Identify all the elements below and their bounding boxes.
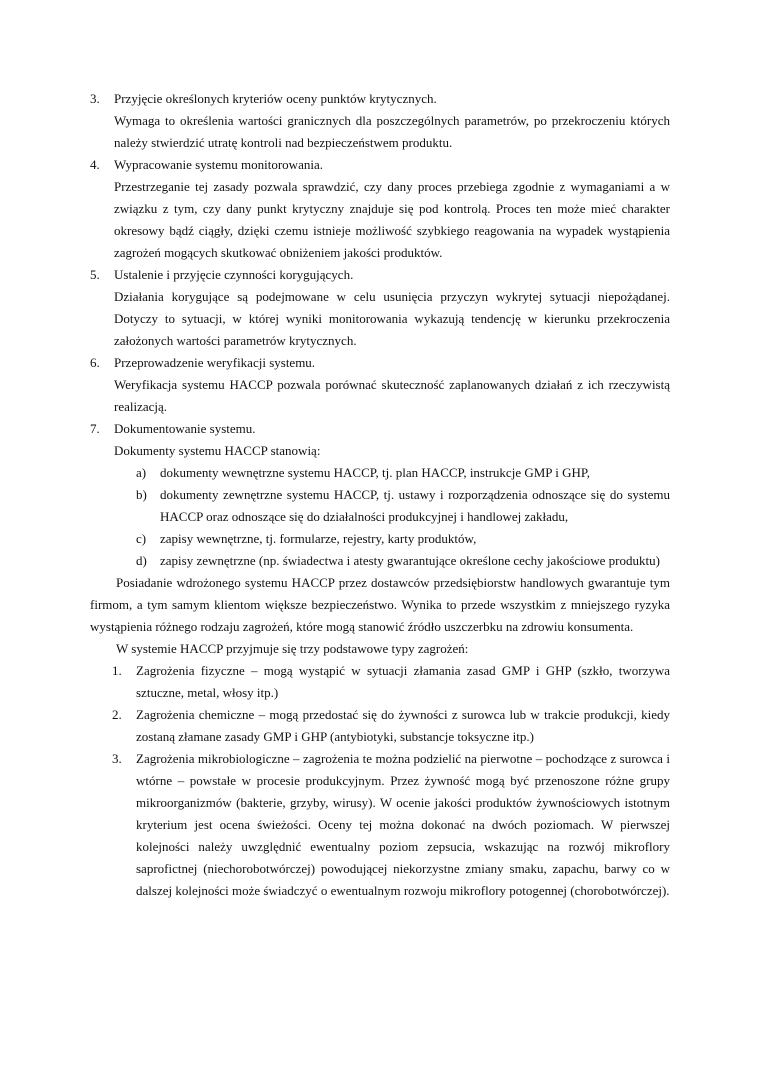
step-title: Wypracowanie systemu monitorowania. (114, 157, 323, 172)
hazards-intro: W systemie HACCP przyjmuje się trzy podstawowe typy zagrożeń: (116, 641, 469, 656)
step-text: Działania korygujące są podejmowane w celu usunięcia przyczyn wykrytej sytuacji niepożądanej. Dotyczy to sytuacji, w której wyniki monitorowania wykazują tendencję w kierunku przekroczenia założonych wartości parametrów krytycznych. (114, 289, 670, 348)
hazard-text: Zagrożenia mikrobiologiczne – zagrożenia te można podzielić na pierwotne – pochodzące z surowca i wtórne – powstałe w procesie produkcyjnym. Przez żywność mogą być przenoszone różne grupy mikroorganizmów (bakterie, grzyby, wirusy). W ocenie jakości produktów żywnościowych istotnym kryterium jest ocena świeżości. Oceny tej można dokonać na dwóch poziomach. W pierwszej kolejności należy uwzględnić ewentualny poziom zepsucia, wskazując na rozwój mikroflory saprofictnej (niechorobotwórczej) powodującej niekorzystne zmiany smaku, zapachu, barwy co w dalszej kolejności może świadczyć o ewentualnym rozwoju mikroflory potogennej (chorobotwórczej). (136, 751, 670, 898)
list-letter: c) (136, 531, 147, 546)
step-text: Dokumenty systemu HACCP stanowią: (114, 443, 321, 458)
step-title: Przeprowadzenie weryfikacji systemu. (114, 355, 316, 370)
list-letter: b) (136, 487, 147, 502)
hazard-number: 2. (112, 707, 122, 722)
step-title: Ustalenie i przyjęcie czynności korygujących. (114, 267, 354, 282)
step-number: 5. (90, 267, 100, 282)
list-text: zapisy wewnętrzne, tj. formularze, rejestry, karty produktów, (160, 531, 477, 546)
list-text: dokumenty wewnętrzne systemu HACCP, tj. plan HACCP, instrukcje GMP i GHP, (160, 465, 590, 480)
list-text: zapisy zewnętrzne (np. świadectwa i atesty gwarantujące określone cechy jakościowe produktu) (160, 553, 660, 568)
list-text: dokumenty zewnętrzne systemu HACCP, tj. ustawy i rozporządzenia odnoszące się do systemu HACCP oraz odnoszące się do działalności produkcyjnej i handlowej zakładu, (160, 487, 670, 524)
list-letter: d) (136, 553, 147, 568)
step-number: 7. (90, 421, 100, 436)
body-paragraph: Posiadanie wdrożonego systemu HACCP przez dostawców przedsiębiorstw handlowych gwarantuje tym firmom, a tym samym klientom większe bezpieczeństwo. Wynika to przede wszystkim z mniejszego ryzyka wystąpienia różnego rodzaju zagrożeń, które mogą stanowić źródło uszczerbku na zdrowiu konsumenta. (90, 575, 670, 634)
step-number: 4. (90, 157, 100, 172)
hazard-number: 3. (112, 751, 122, 766)
step-number: 6. (90, 355, 100, 370)
step-text: Weryfikacja systemu HACCP pozwala porównać skuteczność zaplanowanych działań z ich rzeczywistą realizacją. (114, 377, 670, 414)
hazard-text: Zagrożenia fizyczne – mogą wystąpić w sytuacji złamania zasad GMP i GHP (szkło, tworzywa sztuczne, metal, włosy itp.) (136, 663, 670, 700)
step-text: Przestrzeganie tej zasady pozwala sprawdzić, czy dany proces przebiega zgodnie z wymaganiami a w związku z tym, czy dany punkt krytyczny znajduje się pod kontrolą. Proces ten może mieć charakter okresowy bądź ciągły, dzięki czemu istnieje możliwość szybkiego reagowania na wypadek wystąpienia zagrożeń mogących skutkować obniżeniem jakości produktów. (114, 179, 670, 260)
step-title: Przyjęcie określonych kryteriów oceny punktów krytycznych. (114, 91, 437, 106)
hazard-text: Zagrożenia chemiczne – mogą przedostać się do żywności z surowca lub w trakcie produkcji, kiedy zostaną złamane zasady GMP i GHP (antybiotyki, substancje toksyczne itp.) (136, 707, 670, 744)
list-letter: a) (136, 465, 147, 480)
hazard-number: 1. (112, 663, 122, 678)
step-number: 3. (90, 91, 100, 106)
step-text: Wymaga to określenia wartości granicznych dla poszczególnych parametrów, po przekroczeniu których należy stwierdzić utratę kontroli nad bezpieczeństwem produktu. (114, 113, 670, 150)
step-title: Dokumentowanie systemu. (114, 421, 256, 436)
